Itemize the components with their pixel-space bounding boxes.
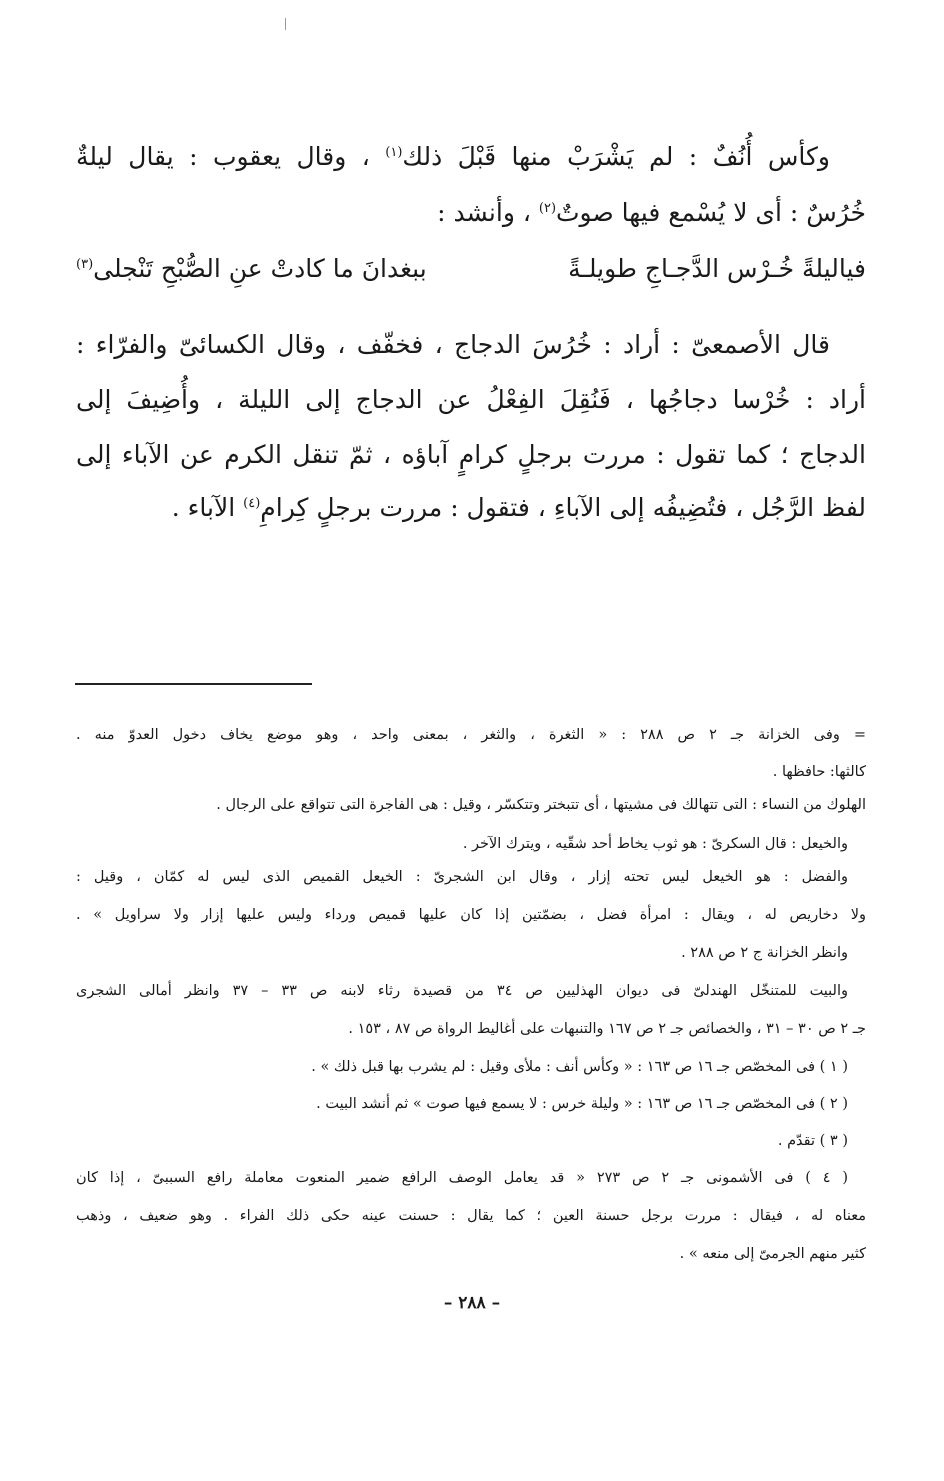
footnote-separator (75, 683, 312, 685)
main-line-5: أراد : خُرْسا دجاجُها ، فَنُقِلَ الفِعْلُ عن الدجاج إلى الليلة ، وأُضِيفَ إلى (76, 385, 866, 414)
footnote-line: = وفى الخزانة جـ ٢ ص ٢٨٨ : « الثغرة ، والثغر ، بمعنى واحد ، وهو موضع يخاف دخول العدوّ منه . (76, 727, 866, 743)
main-line-1-rest: ، وقال يعقوب : يقال ليلةٌ (76, 142, 386, 171)
footnote-line: ( ٣ ) تقدّم . (777, 1133, 848, 1149)
verse-first-hemistich: فياليلةً خُـرْس الدَّجـاجِ طويلـةً (568, 254, 866, 283)
footnote-line: ( ٤ ) فى الأشمونى جـ ٢ ص ٢٧٣ « قد يعامل الوصف الرافع ضمير المنعوت معاملة رافع السببىّ ، إذا كان (76, 1170, 848, 1186)
main-line-7-rest: الآباء . (171, 493, 244, 522)
verse-second-hemistich (76, 244, 427, 294)
verse-second-hemistich-text: ببغدانَ ما كادتْ عنِ الصُّبْحِ تَنْجلى (93, 254, 427, 283)
main-line-1-text: وكأس أُنُفٌ : لم يَشْرَبْ منها قَبْلَ ذلك (402, 142, 830, 171)
main-line-6: الدجاج ؛ كما تقول : مررت برجلٍ كرامٍ آباؤه ، ثمّ تنقل الكرم عن الآباء إلى (76, 440, 866, 469)
footnote-line: كثير منهم الجرمىّ إلى منعه » . (679, 1246, 866, 1262)
footnote-line: والبيت للمتنخّل الهندلىّ فى ديوان الهذليين ص ٣٤ من قصيدة رثاء لابنه ص ٣٣ – ٣٧ وانظر أمالى الشجرى (76, 983, 849, 999)
main-line-2-text: خُرُسٌ : أى لا يُسْمع فيها صوتٌ (556, 198, 866, 227)
footnote-line: معناه له ، فيقال : مررت برجل حسنة العين ؛ كما يقال : حسنت عينه حكى ذلك الفراء . وهو ضعيف ، وذهب (76, 1208, 866, 1224)
footnote-line: والخيعل : قال السكرىّ : هو ثوب يخاط أحد شقّيه ، ويترك الآخر . (462, 836, 848, 852)
footnote-ref-4[interactable]: (٤) (243, 496, 261, 511)
footnote-line: ( ٢ ) فى المخصّص جـ ١٦ ص ١٦٣ : « وليلة خرس : لا يسمع فيها صوت » ثم أنشد البيت . (316, 1096, 848, 1112)
main-line-7-text: لفظ الرَّجُل ، فتُضِيفُه إلى الآباءِ ، فتقول : مررت برجلٍ كِرامِ (260, 493, 866, 522)
main-line-7 (76, 483, 866, 533)
footnote-line: الهلوك من النساء : التى تتهالك فى مشيتها ، أى تتبختر وتتكسّر ، وقيل : هى الفاجرة التى تتواقع على الرجال . (216, 797, 866, 813)
footnote-line: كالثها: حافظها . (772, 764, 866, 780)
footnote-ref-3[interactable]: (٣) (76, 257, 94, 272)
footnote-line: والفضل : هو الخيعل ليس تحته إزار ، وقال ابن الشجرىّ : الخيعل القميص الذى ليس له كمّان ، وقيل : (76, 869, 848, 885)
footnote-line: جـ ٢ ص ٣٠ – ٣١ ، والخصائص جـ ٢ ص ١٦٧ والتنبهات على أغاليط الرواة ص ٨٧ ، ١٥٣ . (348, 1021, 866, 1037)
footnote-ref-2[interactable]: (٢) (538, 201, 557, 216)
footnote-line: وانظر الخزانة ج ٢ ص ٢٨٨ . (681, 945, 848, 961)
main-line-1 (76, 132, 866, 182)
footnote-line: ( ١ ) فى المخصّص جـ ١٦ ص ١٦٣ : « وكأس أنف : ملأى وقيل : لم يشرب بها قبل ذلك » . (311, 1059, 848, 1075)
main-line-2-rest: ، وأنشد : (437, 198, 539, 227)
page-number: – ٢٨٨ – (443, 1293, 501, 1313)
main-line-4: قال الأصمعىّ : أراد : خُرُسَ الدجاج ، فخفّف ، وقال الكسائىّ والفرّاء : (76, 330, 830, 359)
main-line-2 (76, 188, 866, 238)
footnote-line: ولا دخاريص له ، ويقال : امرأة فضل ، بضمّتين إذا كان عليها قميص ورداء وليس عليها إزار ولا سراويل » . (76, 907, 866, 923)
footnote-ref-1[interactable]: (١) (385, 145, 403, 160)
poem-verse (76, 244, 866, 294)
scan-mark (285, 18, 286, 30)
